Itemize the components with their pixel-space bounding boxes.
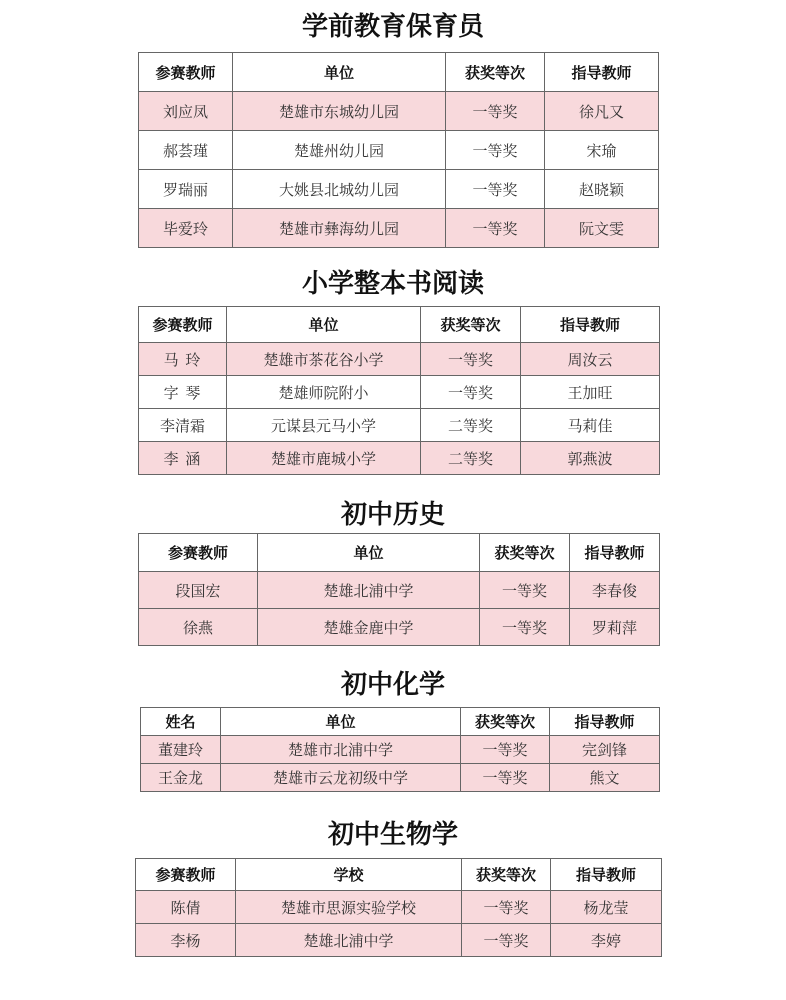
table-row bbox=[139, 343, 660, 376]
table-row bbox=[139, 442, 660, 475]
cell-unit: 楚雄市思源实验学校 bbox=[236, 891, 462, 924]
header-award-level: 获奖等次 bbox=[446, 53, 545, 92]
header-award-level: 获奖等次 bbox=[462, 859, 551, 891]
header-mentor: 指导教师 bbox=[521, 307, 660, 343]
cell-contestant: 徐燕 bbox=[139, 609, 258, 646]
header-unit: 单位 bbox=[233, 53, 446, 92]
cell-award: 二等奖 bbox=[421, 442, 521, 475]
cell-award: 二等奖 bbox=[421, 409, 521, 442]
table-header-row bbox=[139, 534, 660, 572]
cell-unit: 元谋县元马小学 bbox=[227, 409, 421, 442]
cell-award: 一等奖 bbox=[421, 343, 521, 376]
cell-unit: 楚雄北浦中学 bbox=[236, 924, 462, 957]
cell-unit: 楚雄州幼儿园 bbox=[233, 131, 446, 170]
header-school: 学校 bbox=[236, 859, 462, 891]
cell-contestant: 刘应凤 bbox=[139, 92, 233, 131]
cell-contestant: 郝荟瑾 bbox=[139, 131, 233, 170]
cell-unit: 楚雄市北浦中学 bbox=[221, 736, 461, 764]
table-row bbox=[136, 924, 662, 957]
header-mentor: 指导教师 bbox=[551, 859, 662, 891]
table-preschool bbox=[138, 52, 659, 248]
section-title-history: 初中历史 bbox=[340, 500, 445, 530]
header-name: 姓名 bbox=[141, 708, 221, 736]
cell-mentor: 阮文雯 bbox=[545, 209, 659, 248]
cell-contestant: 罗瑞丽 bbox=[139, 170, 233, 209]
table-history bbox=[138, 533, 660, 646]
section-title-preschool: 学前教育保育员 bbox=[301, 12, 484, 42]
cell-award: 一等奖 bbox=[446, 131, 545, 170]
table-header-row bbox=[141, 708, 660, 736]
section-title-biology: 初中生物学 bbox=[327, 820, 458, 850]
cell-mentor: 李婷 bbox=[551, 924, 662, 957]
cell-contestant: 李清霜 bbox=[139, 409, 227, 442]
cell-mentor: 徐凡又 bbox=[545, 92, 659, 131]
table-row bbox=[139, 376, 660, 409]
table-row bbox=[139, 609, 660, 646]
cell-mentor: 杨龙莹 bbox=[551, 891, 662, 924]
table-row bbox=[139, 409, 660, 442]
section-title-primary-reading: 小学整本书阅读 bbox=[301, 269, 484, 299]
cell-contestant: 陈倩 bbox=[136, 891, 236, 924]
cell-award: 一等奖 bbox=[480, 609, 570, 646]
cell-unit: 楚雄师院附小 bbox=[227, 376, 421, 409]
cell-unit: 楚雄市彝海幼儿园 bbox=[233, 209, 446, 248]
header-unit: 单位 bbox=[258, 534, 480, 572]
table-primary-reading bbox=[138, 306, 660, 475]
table-row bbox=[139, 131, 659, 170]
cell-contestant: 毕爱玲 bbox=[139, 209, 233, 248]
table-row bbox=[139, 209, 659, 248]
cell-mentor: 完剑锋 bbox=[550, 736, 660, 764]
cell-award: 一等奖 bbox=[462, 891, 551, 924]
header-contestant: 参赛教师 bbox=[139, 307, 227, 343]
table-row bbox=[141, 764, 660, 792]
table-header-row bbox=[136, 859, 662, 891]
section-title-chemistry: 初中化学 bbox=[340, 670, 445, 700]
cell-award: 一等奖 bbox=[461, 736, 550, 764]
header-unit: 单位 bbox=[221, 708, 461, 736]
cell-award: 一等奖 bbox=[480, 572, 570, 609]
table-row bbox=[136, 891, 662, 924]
cell-unit: 大姚县北城幼儿园 bbox=[233, 170, 446, 209]
cell-mentor: 周汝云 bbox=[521, 343, 660, 376]
cell-award: 一等奖 bbox=[461, 764, 550, 792]
header-unit: 单位 bbox=[227, 307, 421, 343]
cell-award: 一等奖 bbox=[462, 924, 551, 957]
cell-mentor: 罗莉萍 bbox=[570, 609, 660, 646]
cell-award: 一等奖 bbox=[446, 209, 545, 248]
cell-award: 一等奖 bbox=[446, 92, 545, 131]
table-header-row bbox=[139, 307, 660, 343]
cell-unit: 楚雄市鹿城小学 bbox=[227, 442, 421, 475]
table-row bbox=[139, 572, 660, 609]
header-mentor: 指导教师 bbox=[550, 708, 660, 736]
header-award-level: 获奖等次 bbox=[421, 307, 521, 343]
cell-unit: 楚雄市茶花谷小学 bbox=[227, 343, 421, 376]
header-award-level: 获奖等次 bbox=[461, 708, 550, 736]
cell-contestant: 王金龙 bbox=[141, 764, 221, 792]
cell-contestant: 字 琴 bbox=[139, 376, 227, 409]
cell-mentor: 王加旺 bbox=[521, 376, 660, 409]
cell-mentor: 宋瑜 bbox=[545, 131, 659, 170]
header-mentor: 指导教师 bbox=[570, 534, 660, 572]
header-contestant: 参赛教师 bbox=[139, 53, 233, 92]
cell-contestant: 段国宏 bbox=[139, 572, 258, 609]
header-award-level: 获奖等次 bbox=[480, 534, 570, 572]
cell-unit: 楚雄市东城幼儿园 bbox=[233, 92, 446, 131]
cell-mentor: 熊文 bbox=[550, 764, 660, 792]
cell-mentor: 马莉佳 bbox=[521, 409, 660, 442]
cell-contestant: 董建玲 bbox=[141, 736, 221, 764]
cell-mentor: 赵晓颖 bbox=[545, 170, 659, 209]
header-contestant: 参赛教师 bbox=[136, 859, 236, 891]
table-row bbox=[141, 736, 660, 764]
table-chemistry bbox=[140, 707, 660, 792]
cell-award: 一等奖 bbox=[446, 170, 545, 209]
header-contestant: 参赛教师 bbox=[139, 534, 258, 572]
cell-award: 一等奖 bbox=[421, 376, 521, 409]
table-row bbox=[139, 170, 659, 209]
cell-mentor: 郭燕波 bbox=[521, 442, 660, 475]
header-mentor: 指导教师 bbox=[545, 53, 659, 92]
cell-contestant: 李杨 bbox=[136, 924, 236, 957]
cell-unit: 楚雄金鹿中学 bbox=[258, 609, 480, 646]
table-row bbox=[139, 92, 659, 131]
table-biology bbox=[135, 858, 662, 957]
cell-mentor: 李春俊 bbox=[570, 572, 660, 609]
cell-contestant: 李 涵 bbox=[139, 442, 227, 475]
cell-contestant: 马 玲 bbox=[139, 343, 227, 376]
cell-unit: 楚雄市云龙初级中学 bbox=[221, 764, 461, 792]
cell-unit: 楚雄北浦中学 bbox=[258, 572, 480, 609]
table-header-row bbox=[139, 53, 659, 92]
